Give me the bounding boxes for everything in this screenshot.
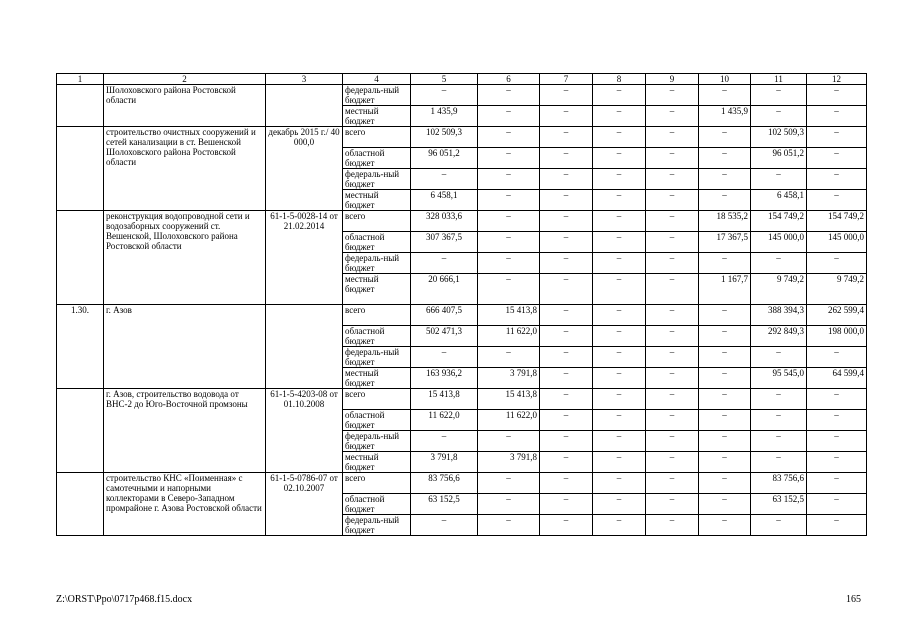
value-cell: 292 849,3 bbox=[751, 326, 807, 347]
footer-file-path: Z:\ORST\Ppo\0717p468.f15.docx bbox=[56, 594, 193, 605]
value-cell: 1 435,9 bbox=[699, 106, 751, 127]
value-cell: – bbox=[646, 274, 699, 305]
value-cell: – bbox=[478, 127, 540, 148]
value-cell: 83 756,6 bbox=[751, 473, 807, 494]
value-cell: 3 791,8 bbox=[478, 368, 540, 389]
value-cell: – bbox=[540, 232, 593, 253]
row-number bbox=[57, 473, 104, 536]
funding-source: всего bbox=[343, 473, 411, 494]
value-cell: 17 367,5 bbox=[699, 232, 751, 253]
funding-source: местный бюджет bbox=[343, 106, 411, 127]
value-cell: 145 000,0 bbox=[751, 232, 807, 253]
document-ref: 61-1-5-4203-08 от 01.10.2008 bbox=[266, 389, 343, 473]
value-cell: – bbox=[411, 515, 478, 536]
column-header: 2 bbox=[104, 74, 266, 85]
value-cell: – bbox=[593, 127, 646, 148]
value-cell: – bbox=[593, 368, 646, 389]
value-cell: – bbox=[807, 431, 867, 452]
value-cell: – bbox=[807, 127, 867, 148]
value-cell: – bbox=[478, 347, 540, 368]
funding-source: областной бюджет bbox=[343, 148, 411, 169]
value-cell: 307 367,5 bbox=[411, 232, 478, 253]
value-cell: – bbox=[751, 253, 807, 274]
column-header: 8 bbox=[593, 74, 646, 85]
funding-source: областной бюджет bbox=[343, 494, 411, 515]
table-row bbox=[57, 305, 867, 326]
value-cell: – bbox=[646, 431, 699, 452]
value-cell: – bbox=[646, 127, 699, 148]
funding-source: федераль-ный бюджет bbox=[343, 85, 411, 106]
value-cell: 11 622,0 bbox=[478, 410, 540, 431]
value-cell: – bbox=[593, 410, 646, 431]
value-cell: – bbox=[699, 305, 751, 326]
value-cell: – bbox=[646, 169, 699, 190]
value-cell: 102 509,3 bbox=[751, 127, 807, 148]
value-cell: – bbox=[540, 253, 593, 274]
value-cell: – bbox=[807, 389, 867, 410]
value-cell: – bbox=[646, 515, 699, 536]
table-body bbox=[57, 74, 867, 536]
table-row bbox=[57, 85, 867, 106]
value-cell: – bbox=[593, 148, 646, 169]
value-cell: – bbox=[593, 190, 646, 211]
value-cell: – bbox=[699, 190, 751, 211]
object-name: г. Азов, строительство водовода от ВНС-2 до Юго-Восточной промзоны bbox=[104, 389, 266, 473]
column-header: 6 bbox=[478, 74, 540, 85]
value-cell: – bbox=[699, 473, 751, 494]
value-cell: – bbox=[699, 253, 751, 274]
value-cell: 502 471,3 bbox=[411, 326, 478, 347]
value-cell: – bbox=[807, 452, 867, 473]
value-cell: – bbox=[751, 169, 807, 190]
value-cell: – bbox=[478, 211, 540, 232]
value-cell: – bbox=[699, 169, 751, 190]
value-cell: – bbox=[593, 389, 646, 410]
value-cell: – bbox=[646, 389, 699, 410]
object-name: строительство КНС «Поименная» с самотечными и напорными коллекторами в Северо-Западном промрайоне г. Азова Ростовской области bbox=[104, 473, 266, 536]
value-cell: – bbox=[699, 494, 751, 515]
object-name: г. Азов bbox=[104, 305, 266, 389]
value-cell: – bbox=[478, 253, 540, 274]
value-cell: 18 535,2 bbox=[699, 211, 751, 232]
object-name: реконструкция водопроводной сети и водозаборных сооружений ст. Вешенской, Шолоховского района Ростовской области bbox=[104, 211, 266, 305]
value-cell: 666 407,5 bbox=[411, 305, 478, 326]
value-cell: – bbox=[540, 410, 593, 431]
value-cell: – bbox=[807, 85, 867, 106]
value-cell: – bbox=[478, 431, 540, 452]
value-cell: 154 749,2 bbox=[807, 211, 867, 232]
value-cell: – bbox=[699, 410, 751, 431]
value-cell: – bbox=[540, 211, 593, 232]
funding-source: всего bbox=[343, 127, 411, 148]
value-cell: – bbox=[478, 106, 540, 127]
row-number bbox=[57, 211, 104, 305]
value-cell: 198 000,0 bbox=[807, 326, 867, 347]
value-cell: – bbox=[807, 106, 867, 127]
object-name: Шолоховского района Ростовской области bbox=[104, 85, 266, 127]
value-cell: – bbox=[540, 494, 593, 515]
column-header: 3 bbox=[266, 74, 343, 85]
value-cell: – bbox=[593, 326, 646, 347]
value-cell: – bbox=[646, 211, 699, 232]
value-cell: 1 167,7 bbox=[699, 274, 751, 305]
column-header: 1 bbox=[57, 74, 104, 85]
value-cell: – bbox=[646, 347, 699, 368]
value-cell: – bbox=[478, 473, 540, 494]
column-header: 11 bbox=[751, 74, 807, 85]
value-cell: 83 756,6 bbox=[411, 473, 478, 494]
value-cell: – bbox=[699, 127, 751, 148]
table-row bbox=[57, 127, 867, 148]
value-cell: – bbox=[593, 169, 646, 190]
value-cell: 11 622,0 bbox=[411, 410, 478, 431]
value-cell: – bbox=[540, 274, 593, 305]
value-cell: – bbox=[751, 106, 807, 127]
value-cell: 96 051,2 bbox=[411, 148, 478, 169]
row-number bbox=[57, 127, 104, 211]
value-cell: – bbox=[478, 148, 540, 169]
column-header: 7 bbox=[540, 74, 593, 85]
value-cell: – bbox=[478, 169, 540, 190]
value-cell: – bbox=[411, 347, 478, 368]
value-cell: – bbox=[540, 127, 593, 148]
row-number bbox=[57, 389, 104, 473]
funding-source: местный бюджет bbox=[343, 274, 411, 305]
value-cell: – bbox=[807, 515, 867, 536]
value-cell: – bbox=[646, 326, 699, 347]
value-cell: 145 000,0 bbox=[807, 232, 867, 253]
value-cell: – bbox=[646, 452, 699, 473]
value-cell: – bbox=[807, 473, 867, 494]
value-cell: – bbox=[646, 85, 699, 106]
value-cell: – bbox=[593, 305, 646, 326]
value-cell: – bbox=[540, 169, 593, 190]
value-cell: – bbox=[478, 494, 540, 515]
value-cell: 6 458,1 bbox=[751, 190, 807, 211]
value-cell: – bbox=[751, 431, 807, 452]
value-cell: – bbox=[699, 452, 751, 473]
value-cell: – bbox=[593, 494, 646, 515]
value-cell: – bbox=[478, 274, 540, 305]
value-cell: 102 509,3 bbox=[411, 127, 478, 148]
document-ref: 61-1-5-0786-07 от 02.10.2007 bbox=[266, 473, 343, 536]
value-cell: 11 622,0 bbox=[478, 326, 540, 347]
value-cell: – bbox=[751, 410, 807, 431]
value-cell: – bbox=[807, 190, 867, 211]
value-cell: – bbox=[593, 347, 646, 368]
object-name: строительство очистных сооружений и сетей канализации в ст. Вешенской Шолоховского района Ростовской области bbox=[104, 127, 266, 211]
funding-source: федераль-ный бюджет bbox=[343, 169, 411, 190]
value-cell: – bbox=[540, 148, 593, 169]
value-cell: 163 936,2 bbox=[411, 368, 478, 389]
value-cell: 262 599,4 bbox=[807, 305, 867, 326]
value-cell: 15 413,8 bbox=[478, 389, 540, 410]
value-cell: – bbox=[751, 85, 807, 106]
value-cell: – bbox=[699, 347, 751, 368]
value-cell: – bbox=[699, 368, 751, 389]
value-cell: 9 749,2 bbox=[751, 274, 807, 305]
value-cell: – bbox=[593, 85, 646, 106]
value-cell: – bbox=[411, 431, 478, 452]
value-cell: – bbox=[699, 389, 751, 410]
value-cell: 388 394,3 bbox=[751, 305, 807, 326]
table-row bbox=[57, 211, 867, 232]
value-cell: – bbox=[807, 148, 867, 169]
value-cell: – bbox=[540, 452, 593, 473]
value-cell: – bbox=[646, 410, 699, 431]
funding-source: федераль-ный бюджет bbox=[343, 515, 411, 536]
funding-source: местный бюджет bbox=[343, 452, 411, 473]
document-ref: декабрь 2015 г./ 40 000,0 bbox=[266, 127, 343, 211]
value-cell: – bbox=[646, 473, 699, 494]
funding-source: областной бюджет bbox=[343, 326, 411, 347]
document-ref bbox=[266, 305, 343, 389]
value-cell: – bbox=[540, 305, 593, 326]
value-cell: – bbox=[478, 85, 540, 106]
document-ref: 61-1-5-0028-14 от 21.02.2014 bbox=[266, 211, 343, 305]
value-cell: – bbox=[646, 494, 699, 515]
value-cell: – bbox=[593, 515, 646, 536]
value-cell: – bbox=[540, 106, 593, 127]
value-cell: – bbox=[411, 169, 478, 190]
value-cell: – bbox=[646, 253, 699, 274]
column-header: 10 bbox=[699, 74, 751, 85]
value-cell: – bbox=[751, 389, 807, 410]
funding-source: областной бюджет bbox=[343, 410, 411, 431]
value-cell: – bbox=[540, 347, 593, 368]
value-cell: – bbox=[540, 85, 593, 106]
value-cell: 64 599,4 bbox=[807, 368, 867, 389]
column-header: 12 bbox=[807, 74, 867, 85]
funding-source: местный бюджет bbox=[343, 368, 411, 389]
value-cell: 96 051,2 bbox=[751, 148, 807, 169]
value-cell: – bbox=[646, 305, 699, 326]
value-cell: – bbox=[699, 148, 751, 169]
column-header: 9 bbox=[646, 74, 699, 85]
value-cell: – bbox=[478, 232, 540, 253]
value-cell: – bbox=[478, 515, 540, 536]
table-row bbox=[57, 473, 867, 494]
value-cell: 63 152,5 bbox=[411, 494, 478, 515]
value-cell: – bbox=[699, 431, 751, 452]
value-cell: – bbox=[646, 368, 699, 389]
value-cell: – bbox=[593, 253, 646, 274]
value-cell: – bbox=[699, 515, 751, 536]
value-cell: – bbox=[540, 389, 593, 410]
value-cell: 3 791,8 bbox=[478, 452, 540, 473]
value-cell: – bbox=[411, 85, 478, 106]
value-cell: – bbox=[593, 431, 646, 452]
document-ref bbox=[266, 85, 343, 127]
value-cell: 6 458,1 bbox=[411, 190, 478, 211]
value-cell: – bbox=[699, 85, 751, 106]
value-cell: – bbox=[593, 274, 646, 305]
value-cell: – bbox=[593, 452, 646, 473]
value-cell: – bbox=[807, 347, 867, 368]
value-cell: 15 413,8 bbox=[411, 389, 478, 410]
funding-source: всего bbox=[343, 211, 411, 232]
value-cell: 1 435,9 bbox=[411, 106, 478, 127]
value-cell: – bbox=[699, 326, 751, 347]
funding-source: федераль-ный бюджет bbox=[343, 431, 411, 452]
value-cell: – bbox=[593, 211, 646, 232]
value-cell: – bbox=[807, 253, 867, 274]
value-cell: – bbox=[540, 368, 593, 389]
value-cell: 9 749,2 bbox=[807, 274, 867, 305]
value-cell: – bbox=[807, 494, 867, 515]
value-cell: – bbox=[540, 431, 593, 452]
funding-source: областной бюджет bbox=[343, 232, 411, 253]
value-cell: – bbox=[540, 515, 593, 536]
column-header: 5 bbox=[411, 74, 478, 85]
footer-page-number: 165 bbox=[846, 594, 861, 605]
funding-source: всего bbox=[343, 305, 411, 326]
value-cell: – bbox=[646, 148, 699, 169]
value-cell: – bbox=[540, 326, 593, 347]
value-cell: – bbox=[807, 169, 867, 190]
value-cell: 3 791,8 bbox=[411, 452, 478, 473]
value-cell: – bbox=[751, 515, 807, 536]
value-cell: – bbox=[593, 106, 646, 127]
value-cell: – bbox=[478, 190, 540, 211]
funding-source: федераль-ный бюджет bbox=[343, 347, 411, 368]
value-cell: – bbox=[411, 253, 478, 274]
budget-table bbox=[56, 73, 867, 536]
funding-source: местный бюджет bbox=[343, 190, 411, 211]
value-cell: 63 152,5 bbox=[751, 494, 807, 515]
value-cell: 20 666,1 bbox=[411, 274, 478, 305]
value-cell: – bbox=[646, 106, 699, 127]
value-cell: – bbox=[751, 347, 807, 368]
value-cell: 154 749,2 bbox=[751, 211, 807, 232]
value-cell: 328 033,6 bbox=[411, 211, 478, 232]
funding-source: всего bbox=[343, 389, 411, 410]
table-header-row bbox=[57, 74, 867, 85]
funding-source: федераль-ный бюджет bbox=[343, 253, 411, 274]
value-cell: – bbox=[540, 473, 593, 494]
value-cell: – bbox=[540, 190, 593, 211]
row-number: 1.30. bbox=[57, 305, 104, 389]
value-cell: – bbox=[646, 232, 699, 253]
table-row bbox=[57, 389, 867, 410]
row-number bbox=[57, 85, 104, 127]
value-cell: – bbox=[593, 473, 646, 494]
value-cell: – bbox=[807, 410, 867, 431]
value-cell: – bbox=[751, 452, 807, 473]
value-cell: – bbox=[593, 232, 646, 253]
column-header: 4 bbox=[343, 74, 411, 85]
value-cell: – bbox=[646, 190, 699, 211]
value-cell: 95 545,0 bbox=[751, 368, 807, 389]
value-cell: 15 413,8 bbox=[478, 305, 540, 326]
